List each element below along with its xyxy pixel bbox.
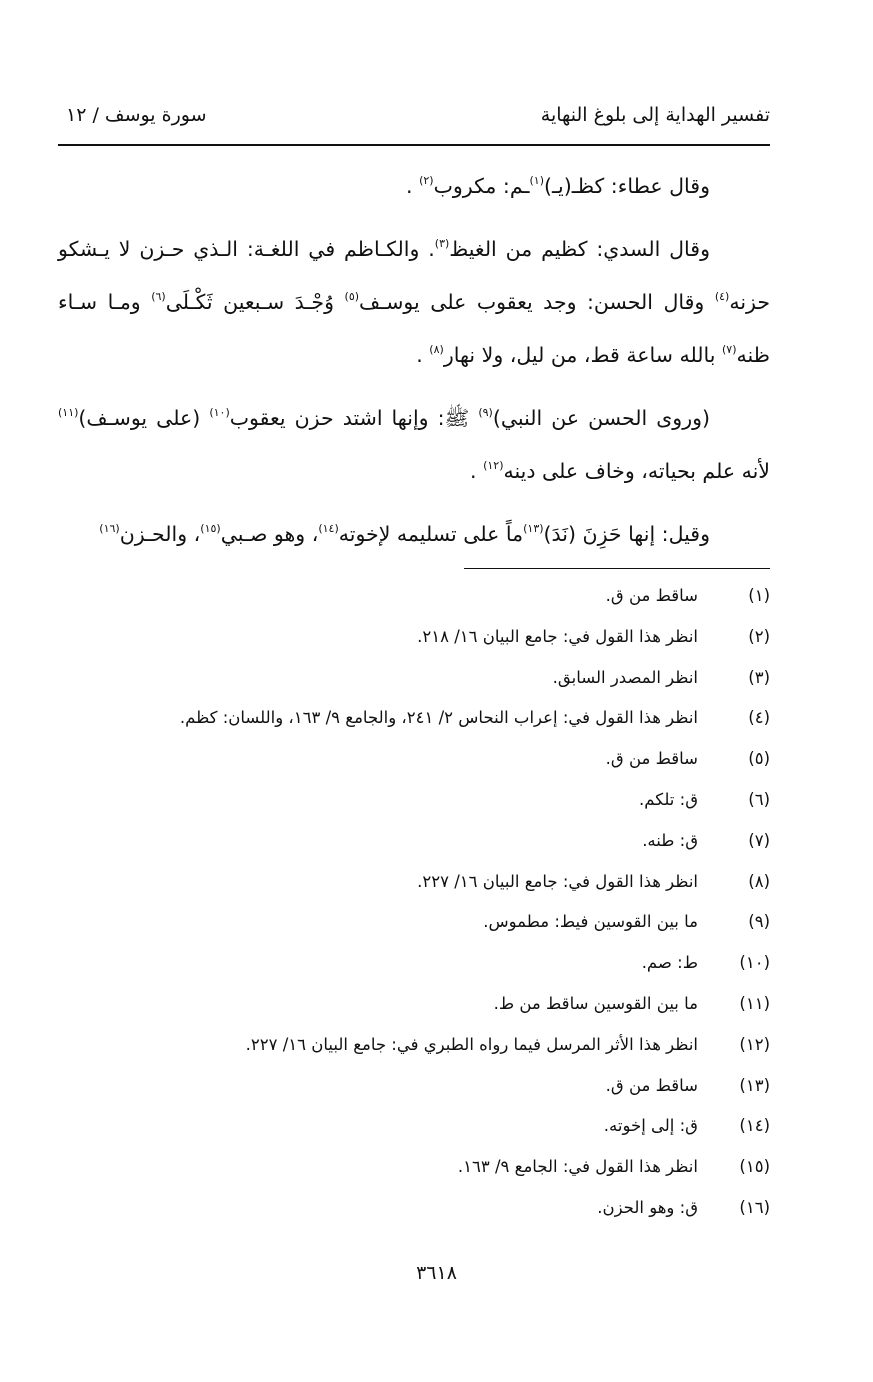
footnote-item [58, 708, 770, 749]
footnote-number: (١٦) [739, 1197, 770, 1217]
footnote-ref: (١١) [58, 406, 79, 419]
body-paragraph: وقيل: إنها حَزِنَ (نَدَ)$^{(١٣)}$ماً على تسليمه لإخوته$^{(١٤)}$، وهو صـبي$^{(١٥)}$، والحـزن$^{(١٦)}$ [99, 522, 710, 546]
footnote-number: (١٢) [739, 1034, 770, 1054]
footnote-text: انظر هذا الأثر المرسل فيما رواه الطبري في: جامع البيان ١٦/ ٢٢٧. [245, 1034, 698, 1054]
running-header [58, 104, 770, 136]
footnote-number: (٥) [748, 749, 770, 769]
book-title: تفسير الهداية إلى بلوغ النهاية [540, 104, 770, 126]
footnote-ref: (٥) [344, 290, 360, 303]
footnote-item [58, 586, 770, 627]
footnote-ref: (٩) [478, 406, 493, 419]
footnote-ref: (١٠) [209, 406, 230, 419]
footnote-item [58, 1116, 770, 1157]
footnote-ref: (١) [529, 174, 544, 187]
footnote-number: (١٣) [739, 1075, 770, 1095]
footnote-item [58, 1198, 770, 1239]
footnote-number: (١٥) [739, 1157, 770, 1177]
footnote-number: (١٤) [739, 1116, 770, 1136]
footnote-rule [464, 568, 770, 569]
footnote-ref: (٦) [151, 290, 166, 303]
footnote-text: ساقط من ق. [605, 749, 698, 769]
footnote-ref: (٧) [721, 343, 737, 356]
footnote-ref: (٨) [429, 343, 444, 356]
header-rule [58, 144, 770, 146]
body-paragraph: (وروى الحسن عن النبي)$^{(٩)}$ ﷺ: وإنها اشتد حزن يعقوب$^{(١٠)}$ (على يوسـف)$^{(١١)}$ لأنه علم بحياته، وخاف على دينه$^{(١٢)}$ . [58, 406, 770, 483]
footnote-number: (١) [748, 586, 770, 605]
footnote-ref: (٣) [434, 237, 450, 250]
footnote-text: انظر هذا القول في: إعراب النحاس ٢/ ٢٤١، والجامع ٩/ ١٦٣، واللسان: كظم. [179, 708, 698, 728]
footnote-text: انظر هذا القول في: الجامع ٩/ ١٦٣. [457, 1157, 698, 1177]
footnote-number: (١٠) [739, 953, 770, 973]
footnote-text: ق: طنه. [642, 830, 698, 850]
main-text [58, 160, 770, 561]
footnote-number: (٩) [748, 912, 770, 932]
footnote-ref: (٢) [419, 174, 434, 187]
footnote-text: ق: وهو الحزن. [597, 1197, 698, 1217]
footnote-text: ما بين القوسين فيط: مطموس. [483, 912, 698, 932]
footnote-text: ط: صم. [641, 953, 698, 973]
footnote-number: (١١) [739, 993, 770, 1013]
footnote-ref: (١٦) [99, 522, 120, 535]
footnote-text: ساقط من ق. [605, 586, 698, 605]
footnote-text: ق: إلى إخوته. [603, 1116, 698, 1136]
footnote-item [58, 790, 770, 831]
footnote-ref: (١٤) [318, 522, 339, 535]
footnote-item [58, 831, 770, 872]
body-paragraph: وقال السدي: كظيم من الغيظ$^{(٣)}$. والكـاظم في اللغـة: الـذي حـزن لا يـشكو حزنه$^{(٤)}$ وقال الحسن: وجد يعقوب على يوسـف$^{(٥)}$ وُجْـدَ سـبعين ثَكْـلَى$^{(٦)}$ ومـا سـاء ظنه$^{(٧)}$ بالله ساعة قط، من ليل، ولا نهار$^{(٨)}$ . [58, 237, 771, 367]
surah-label: سورة يوسف / ١٢ [66, 104, 207, 126]
page-number: ٣٦١٨ [416, 1262, 457, 1284]
footnotes [58, 586, 770, 1239]
footnote-ref: (١٢) [483, 459, 504, 472]
footnote-number: (٦) [748, 789, 770, 809]
footnote-number: (٨) [748, 871, 770, 891]
footnote-item [58, 953, 770, 994]
footnote-item [58, 1076, 770, 1117]
footnote-text: ق: تلكم. [639, 789, 698, 809]
footnote-ref: (٤) [714, 290, 730, 303]
footnote-number: (٣) [748, 667, 770, 687]
footnote-item [58, 749, 770, 790]
footnote-text: ما بين القوسين ساقط من ط. [493, 993, 698, 1013]
body-paragraph: وقال عطاء: كظـ(يـ)$^{(١)}$ـم: مكروب$^{(٢)}$ . [406, 174, 710, 198]
footnote-item [58, 1035, 770, 1076]
footnote-item [58, 627, 770, 668]
footnote-text: ساقط من ق. [605, 1075, 698, 1095]
footnote-item [58, 994, 770, 1035]
footnote-item [58, 1157, 770, 1198]
footnote-text: انظر هذا القول في: جامع البيان ١٦/ ٢٢٧. [417, 871, 698, 891]
footnote-text: انظر المصدر السابق. [552, 667, 698, 687]
footnote-item [58, 912, 770, 953]
footnote-item [58, 872, 770, 913]
footnote-number: (٤) [748, 708, 770, 728]
footnote-text: انظر هذا القول في: جامع البيان ١٦/ ٢١٨. [417, 626, 698, 646]
footnote-number: (٧) [748, 830, 770, 850]
footnote-ref: (١٥) [200, 522, 221, 535]
footnote-item [58, 668, 770, 709]
footnote-ref: (١٣) [523, 522, 544, 535]
footnote-number: (٢) [748, 626, 770, 646]
